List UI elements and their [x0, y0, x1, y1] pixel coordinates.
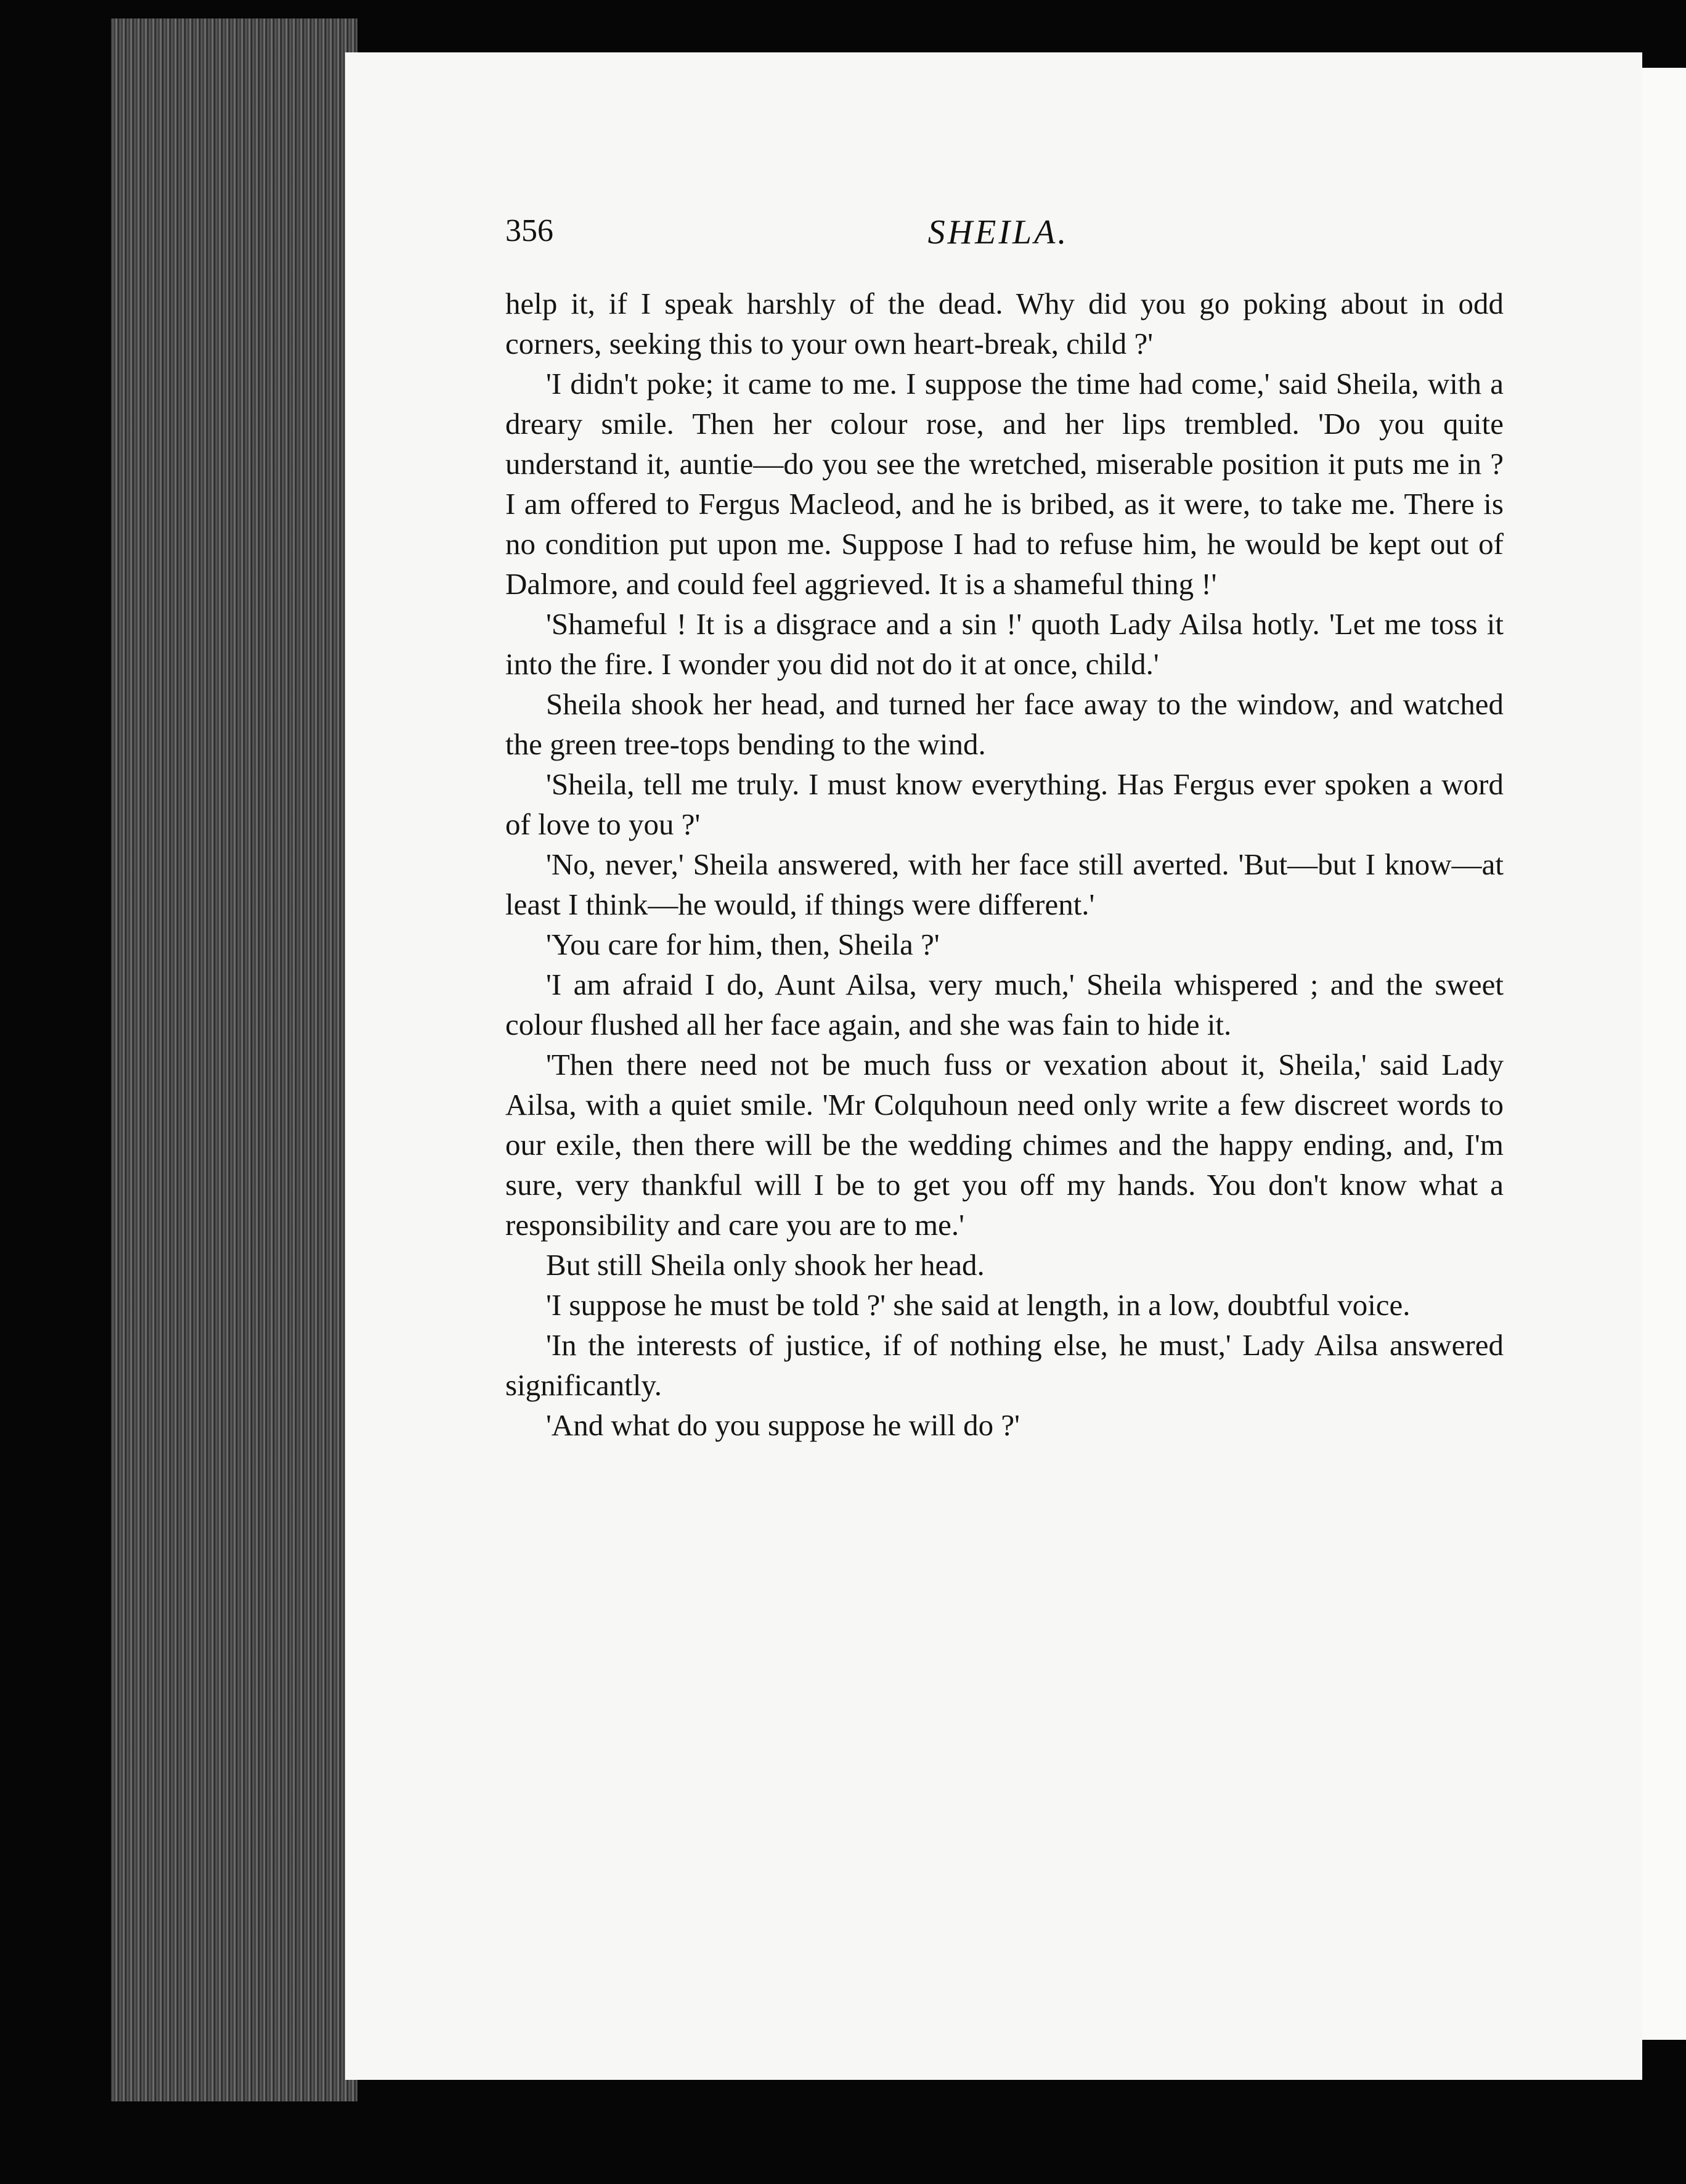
paragraph: 'I didn't poke; it came to me. I suppose the time had come,' said Sheila, with a dreary smile. Then her colour rose, and her lips trembled. 'Do you quite understand it, auntie—do you see the wretched, miserable position it puts me in ? I am offered to Fergus Macleod, and he is bribed, as it were, to take me. There is no condition put upon me. Suppose I had to refuse him, he would be kept out of Dalmore, and could feel aggrieved. It is a shameful thing !': [505, 367, 1504, 601]
paragraph: 'I am afraid I do, Aunt Ailsa, very much,' Sheila whispered ; and the sweet colour flushed all her face again, and she was fain to hide it.: [505, 968, 1504, 1041]
running-head: SHEILA.: [927, 213, 1069, 251]
paragraph: But still Sheila only shook her head.: [546, 1248, 985, 1282]
page-header: [505, 213, 1491, 268]
paragraph: 'And what do you suppose he will do ?': [546, 1408, 1020, 1442]
paragraph: 'Shameful ! It is a disgrace and a sin !' quoth Lady Ailsa hotly. 'Let me toss it into the fire. I wonder you did not do it at once, child.': [505, 607, 1504, 681]
paragraph: 'I suppose he must be told ?' she said at length, in a low, doubtful voice.: [546, 1288, 1411, 1322]
page-number: 356: [505, 213, 553, 248]
paragraph: 'In the interests of justice, if of nothing else, he must,' Lady Ailsa answered significantly.: [505, 1328, 1504, 1402]
paragraph: 'You care for him, then, Sheila ?': [546, 927, 940, 961]
paragraph: 'Then there need not be much fuss or vexation about it, Sheila,' said Lady Ailsa, with a quiet smile. 'Mr Colquhoun need only write a few discreet words to our exile, then there will be the wedding chimes and the happy ending, and, I'm sure, very thankful will I be to get you off my hands. You don't know what a responsibility and care you are to me.': [505, 1048, 1504, 1242]
paragraph: 'Sheila, tell me truly. I must know everything. Has Fergus ever spoken a word of love to you ?': [505, 767, 1504, 841]
book-page: [345, 52, 1642, 2080]
book-page-edges: [111, 18, 357, 2101]
paragraph: help it, if I speak harshly of the dead. Why did you go poking about in odd corners, seeking this to your own heart-break, child ?': [505, 287, 1504, 361]
body-text: [505, 283, 1504, 1445]
paragraph: 'No, never,' Sheila answered, with her face still averted. 'But—but I know—at least I think—he would, if things were different.': [505, 847, 1504, 921]
paragraph: Sheila shook her head, and turned her face away to the window, and watched the green tree-tops bending to the wind.: [505, 687, 1504, 761]
